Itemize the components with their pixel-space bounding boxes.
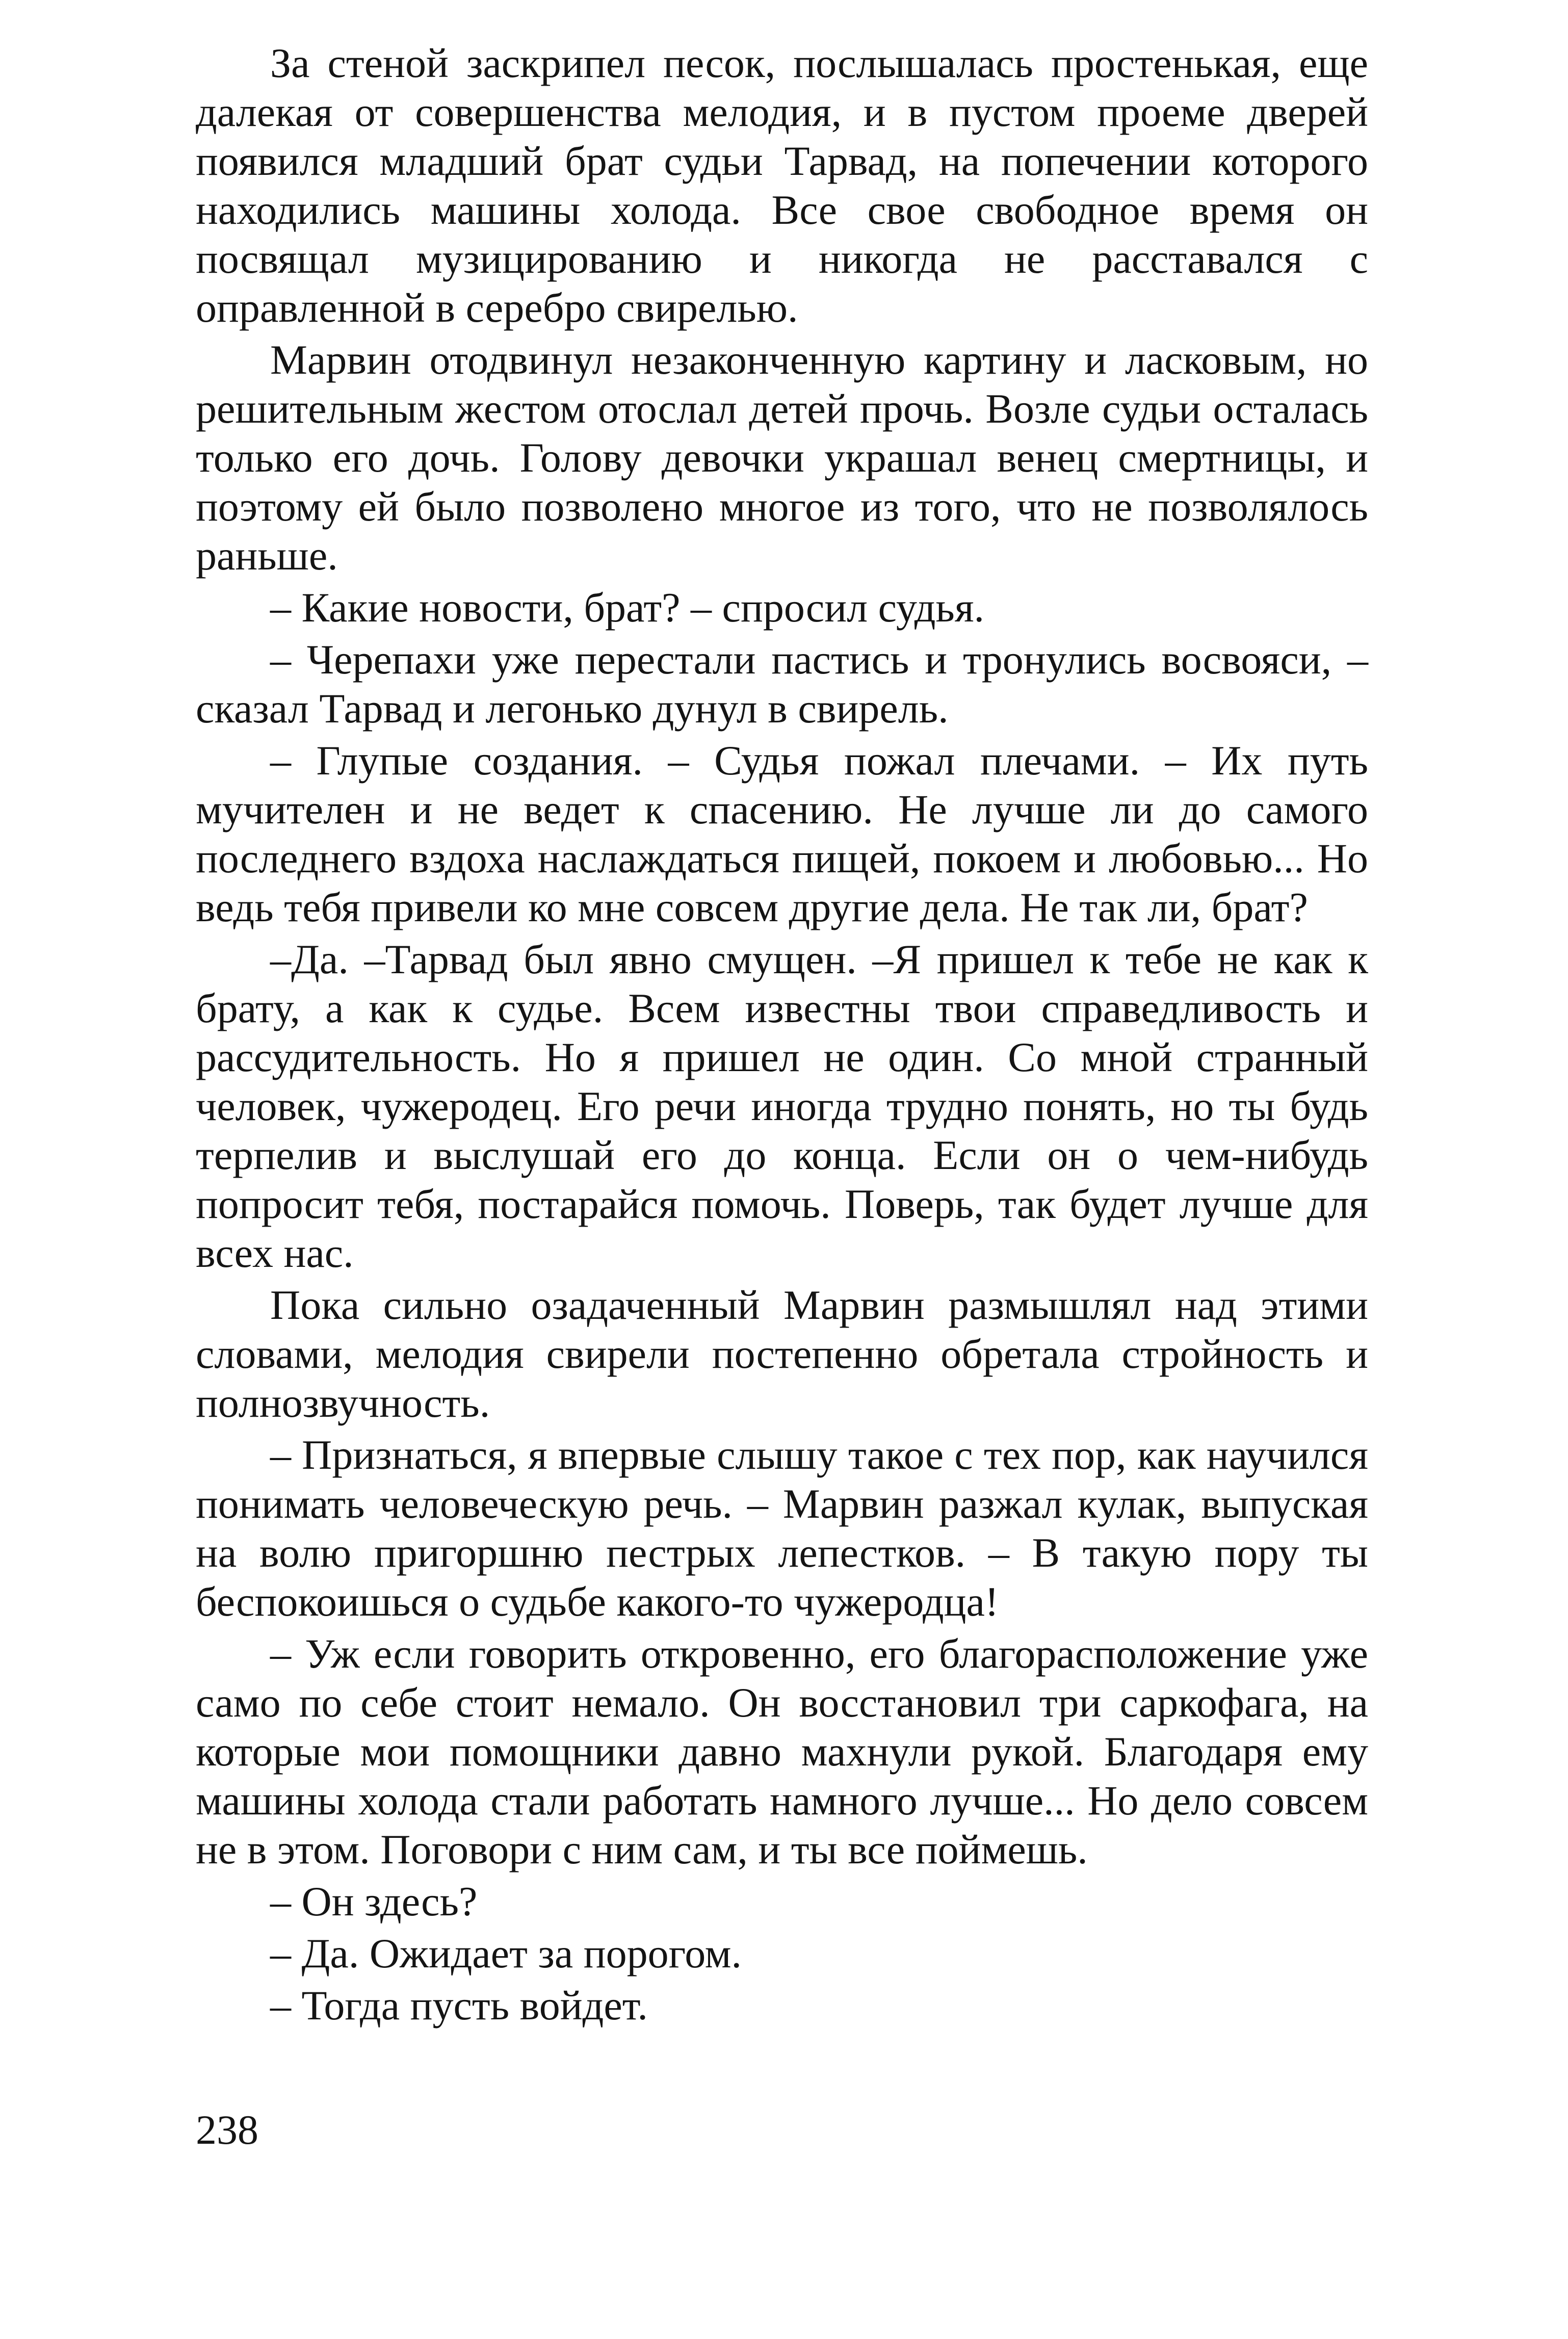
- dialogue-line: – Тогда пусть войдет.: [270, 1982, 648, 2029]
- dialogue-line: – Черепахи уже перестали пастись и тронулись восвояси, – сказал Тарвад и легонько дунул в свирель.: [196, 636, 1368, 732]
- paragraph: Марвин отодвинул незаконченную картину и ласковым, но решительным жестом отослал детей прочь. Возле судьи осталась только его дочь. Голову девочки украшал венец смертницы, и поэтому ей было позволено многое из того, что не позволялось раньше.: [196, 336, 1368, 579]
- dialogue-line: – Глупые создания. – Судья пожал плечами. – Их путь мучителен и не ведет к спасению. Не лучше ли до самого последнего вздоха наслаждаться пищей, покоем и любовью... Но ведь тебя привели ко мне совсем другие дела. Не так ли, брат?: [196, 737, 1368, 930]
- paragraph: Пока сильно озадаченный Марвин размышлял над этими словами, мелодия свирели постепенно обретала стройность и полнозвучность.: [196, 1282, 1368, 1426]
- paragraph: За стеной заскрипел песок, послышалась простенькая, еще далекая от совершенства мелодия, и в пустом проеме дверей появился младший брат судьи Тарвад, на попечении которого находились машины холода. Все свое свободное время он посвящал музицированию и никогда не расставался с оправленной в серебро свирелью.: [196, 40, 1368, 331]
- dialogue-line: – Признаться, я впервые слышу такое с тех пор, как научился понимать человеческую речь. – Марвин разжал кулак, выпуская на волю пригоршню пестрых лепестков. – В такую пору ты беспокоишься о судьбе какого-то чужеродца!: [196, 1432, 1368, 1625]
- dialogue-line: – Он здесь?: [270, 1878, 478, 1925]
- dialogue-line: – Уж если говорить откровенно, его благорасположение уже само по себе стоит немало. Он восстановил три саркофага, на которые мои помощники давно махнули рукой. Благодаря ему машины холода стали работать намного лучше... Но дело совсем не в этом. Поговори с ним сам, и ты все поймешь.: [196, 1630, 1368, 1873]
- page-number: 238: [196, 2107, 258, 2153]
- dialogue-line: – Какие новости, брат? – спросил судья.: [270, 584, 985, 631]
- dialogue-line: – Да. Ожидает за порогом.: [270, 1930, 742, 1977]
- body-text: [196, 39, 1368, 2030]
- dialogue-line: –Да. –Тарвад был явно смущен. –Я пришел к тебе не как к брату, а как к судье. Всем известны твои справедливость и рассудительность. Но я пришел не один. Со мной странный человек, чужеродец. Его речи иногда трудно понять, но ты будь терпелив и выслушай его до конца. Если он о чем-нибудь попросит тебя, постарайся помочь. Поверь, так будет лучше для всех нас.: [196, 936, 1368, 1276]
